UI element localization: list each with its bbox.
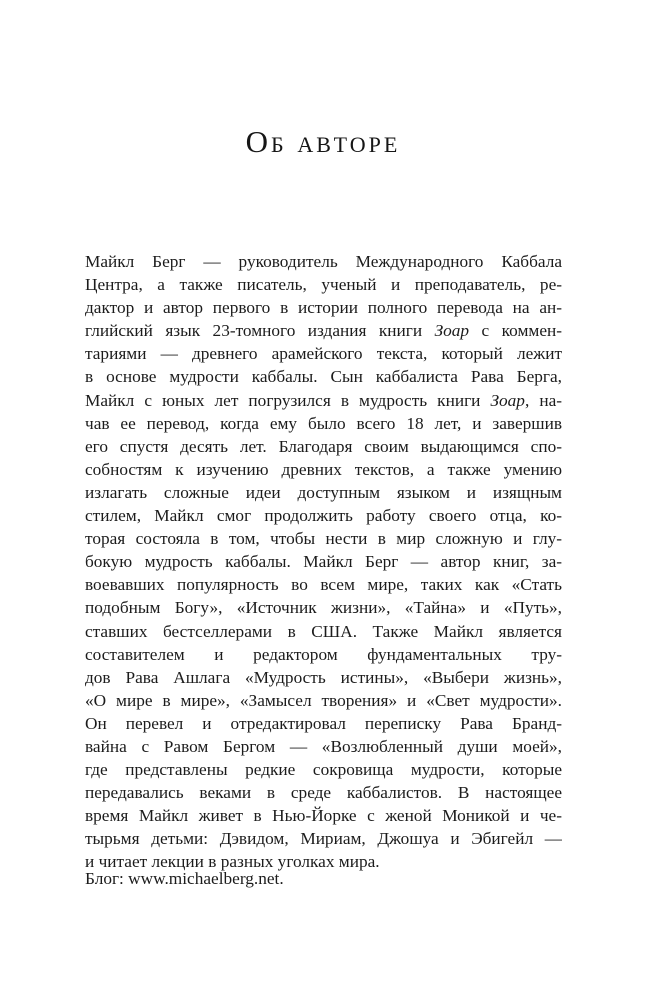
text-line: дактор и автор первого в истории полного перевода на ан- <box>85 298 562 318</box>
text-line: собностям к изучению древних текстов, а также умению <box>85 459 562 479</box>
text-line: стилем, Майкл смог продолжить работу своего отца, ко- <box>85 506 562 526</box>
text-line: время Майкл живет в Нью-Йорке с женой Моникой и че- <box>85 806 562 826</box>
text-line: вайна с Равом Бергом — «Возлюбленный души моей», <box>85 736 562 756</box>
text-line: излагать сложные идеи доступным языком и изящным <box>85 482 562 502</box>
text-line: его спустя десять лет. Благодаря своим выдающимся спо- <box>85 436 562 456</box>
text-line: передавались веками в среде каббалистов. В настоящее <box>85 783 562 803</box>
text-line: дов Рава Ашлага «Мудрость истины», «Выбери жизнь», <box>85 667 562 687</box>
text-line: бокую мудрость каббалы. Майкл Берг — автор книг, за- <box>85 552 562 572</box>
text-line: составителем и редактором фундаментальных тру- <box>85 644 562 664</box>
text-line: тариями — древнего арамейского текста, который лежит <box>85 344 562 364</box>
text-line: тырьмя детьми: Дэвидом, Мириам, Джошуа и Эбигейл — <box>85 829 562 849</box>
text-line: где представлены редкие сокровища мудрости, которые <box>85 760 562 780</box>
text-line: в основе мудрости каббалы. Сын каббалиста Рава Берга, <box>85 367 562 387</box>
text-line: воевавших популярность во всем мире, таких как «Стать <box>85 575 562 595</box>
text-line: чав ее перевод, когда ему было всего 18 лет, и завершив <box>85 413 562 433</box>
text-line: Майкл с юных лет погрузился в мудрость книги Зоар, на- <box>85 390 562 410</box>
body-text <box>85 250 562 874</box>
blog-link-text: Блог: www.michaelberg.net. <box>85 869 284 888</box>
text-line: и читает лекции в разных уголках мира. <box>85 852 380 872</box>
text-line: ставших бестселлерами в США. Также Майкл является <box>85 621 562 641</box>
text-line: Майкл Берг — руководитель Международного Каббала <box>85 252 562 271</box>
text-line: торая состояла в том, чтобы нести в мир сложную и глу- <box>85 529 562 549</box>
text-line: подобным Богу», «Источник жизни», «Тайна» и «Путь», <box>85 598 562 618</box>
text-line: Он перевел и отредактировал переписку Рава Бранд- <box>85 713 562 733</box>
text-line: глийский язык 23-томного издания книги Зоар с коммен- <box>85 321 562 341</box>
text-line: Центра, а также писатель, ученый и преподаватель, ре- <box>85 275 562 295</box>
page-title: Об авторе <box>245 124 401 159</box>
text-line: «О мире в мире», «Замысел творения» и «Свет мудрости». <box>85 690 562 710</box>
